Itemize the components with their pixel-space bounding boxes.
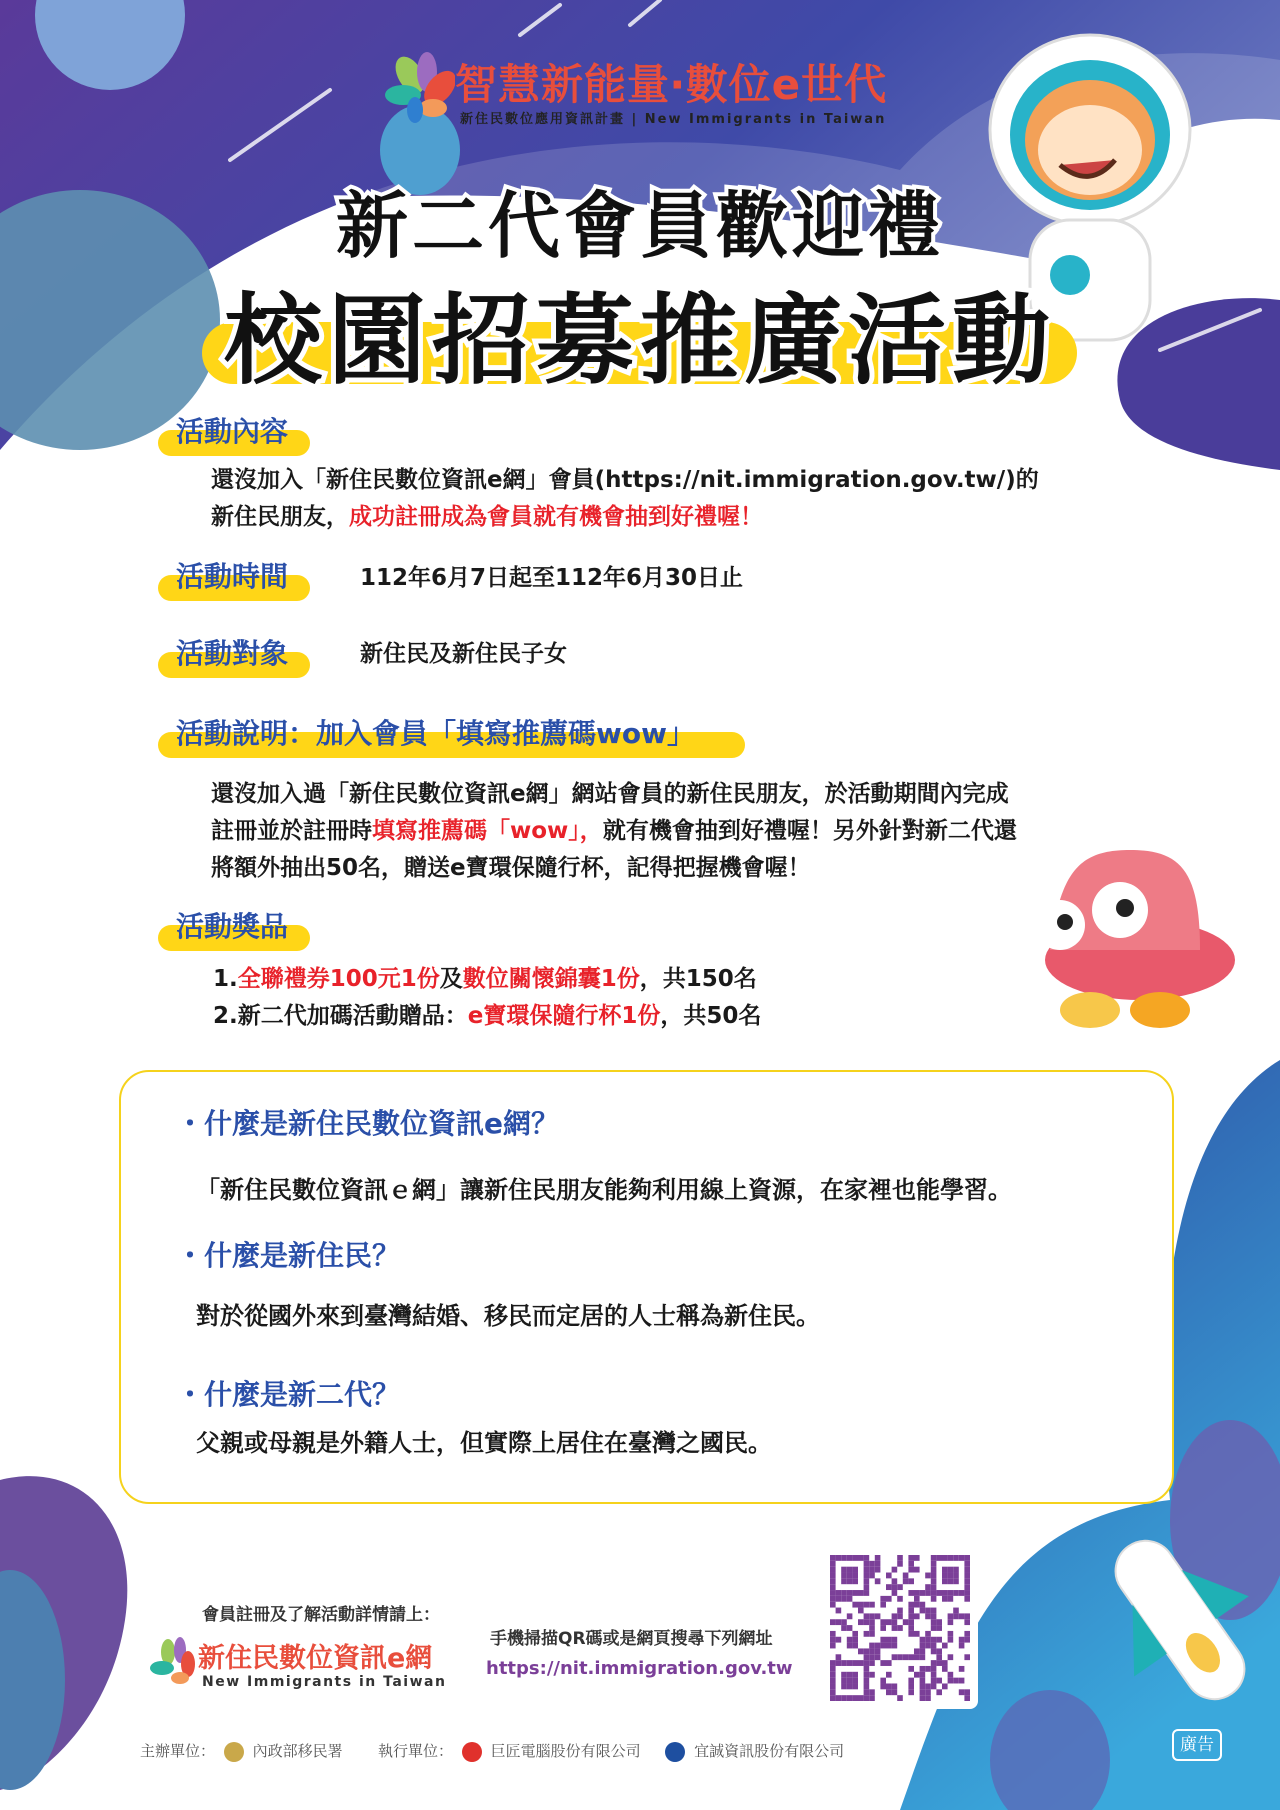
company-logo-icon xyxy=(462,1742,482,1762)
heading-content: 活動內容 xyxy=(158,410,310,450)
heading-prizes: 活動獎品 xyxy=(158,905,310,945)
site-logo[interactable] xyxy=(150,1636,460,1696)
title-line2: 校園招募推廣活動 xyxy=(223,284,1056,398)
title-line1: 新二代會員歡迎禮 xyxy=(335,184,944,268)
faq-question-3: ・什麼是新二代？ xyxy=(158,1373,422,1413)
faq-question-2: ・什麼是新住民？ xyxy=(158,1234,422,1274)
description-line1: 還沒加入過「新住民數位資訊e網」網站會員的新住民朋友，於活動期間內完成 xyxy=(211,781,1009,807)
immigration-agency-emblem-icon xyxy=(224,1742,244,1762)
heading-target: 活動對象 xyxy=(158,632,310,672)
faq-answer-2: 對於從國外來到臺灣結婚、移民而定居的人士稱為新住民。 xyxy=(196,1302,820,1330)
executor: 執行單位： 巨匠電腦股份有限公司 宜誠資訊股份有限公司 xyxy=(378,1742,845,1760)
prize-item-2: 2.新二代加碼活動贈品：e寶環保隨行杯1份，共50名 xyxy=(213,1003,762,1029)
content-text xyxy=(211,462,1039,536)
campaign-logo-title: 智慧新能量‧數位e世代 xyxy=(455,60,888,109)
faq-answer-3: 父親或母親是外籍人士，但實際上居住在臺灣之國民。 xyxy=(196,1429,772,1457)
site-url-link[interactable]: https://nit.immigration.gov.tw xyxy=(486,1658,793,1679)
ad-badge: 廣告 xyxy=(1172,1729,1222,1761)
register-label: 會員註冊及了解活動詳情請上： xyxy=(202,1605,440,1625)
description-text xyxy=(211,776,1017,887)
prize-list xyxy=(213,961,761,1035)
site-logo-en: New Immigrants in Taiwan xyxy=(202,1674,447,1690)
content-line2: 新住民朋友，成功註冊成為會員就有機會抽到好禮喔！ xyxy=(211,504,763,530)
organizer: 主辦單位： 內政部移民署 xyxy=(140,1742,343,1760)
campaign-logo-subtitle: 新住民數位應用資訊計畫 | New Immigrants in Taiwan xyxy=(460,112,887,127)
faq-question-1: ・什麼是新住民數位資訊e網？ xyxy=(158,1102,581,1142)
description-line2: 註冊並於註冊時填寫推薦碼「wow」，就有機會抽到好禮喔！另外針對新二代還 xyxy=(211,818,1017,844)
target-text: 新住民及新住民子女 xyxy=(360,641,567,667)
description-line3: 將額外抽出50名，贈送e寶環保隨行杯，記得把握機會喔！ xyxy=(211,855,811,881)
heading-time: 活動時間 xyxy=(158,555,310,595)
flower-logo-icon xyxy=(385,50,455,135)
scan-instruction: 手機掃描QR碼或是網頁搜尋下列網址 xyxy=(490,1629,773,1649)
prize-item-1: 1.全聯禮券100元1份及數位關懷錦囊1份，共150名 xyxy=(213,966,757,992)
content-line1: 還沒加入「新住民數位資訊e網」會員(https://nit.immigration.gov.tw/)的 xyxy=(211,467,1039,493)
qr-code[interactable] xyxy=(822,1547,978,1709)
flower-logo-icon xyxy=(150,1636,200,1696)
time-text: 112年6月7日起至112年6月30日止 xyxy=(360,565,744,591)
ufo-mascot xyxy=(1035,850,1235,1028)
faq-answer-1: 「新住民數位資訊ｅ網」讓新住民朋友能夠利用線上資源，在家裡也能學習。 xyxy=(196,1176,1012,1204)
heading-description: 活動說明：加入會員「填寫推薦碼wow」 xyxy=(158,712,745,752)
site-logo-title: 新住民數位資訊e網 xyxy=(198,1643,433,1674)
qr-code-image xyxy=(830,1555,970,1701)
company-logo-icon xyxy=(665,1742,685,1762)
